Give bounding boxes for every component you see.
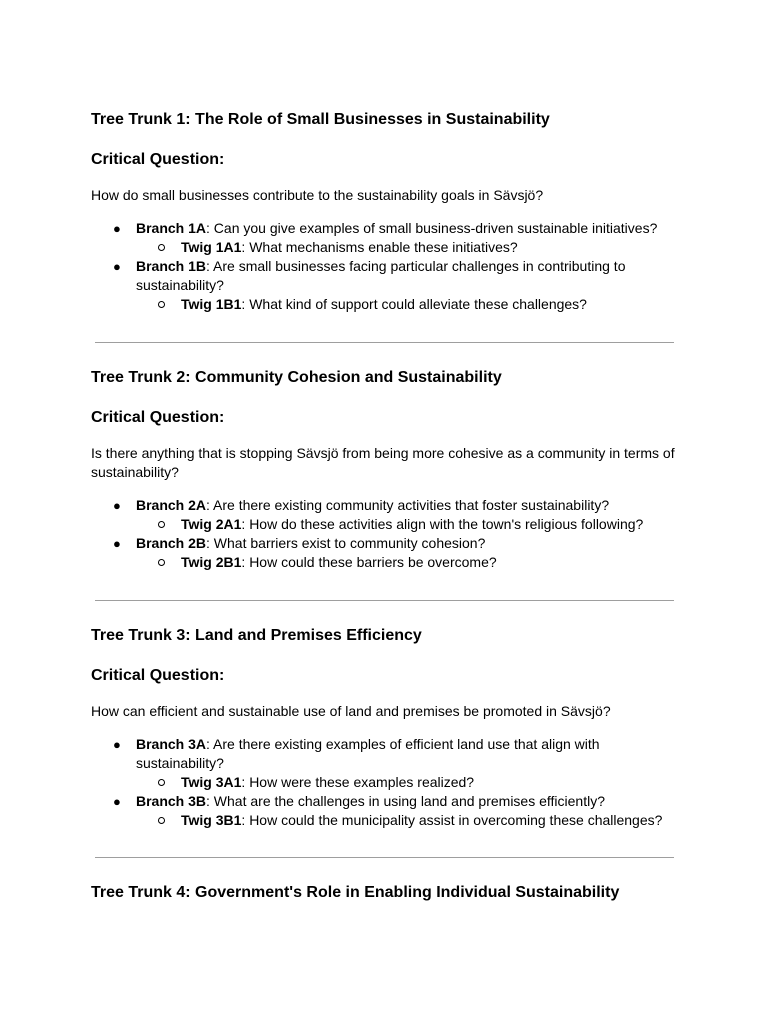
bullet-dot-icon: ●: [113, 498, 121, 513]
twig-item: [136, 295, 678, 314]
twig-label: Twig 3A1: [181, 774, 242, 790]
section-divider: [95, 857, 674, 858]
twig-text: : How do these activities align with the town's religious following?: [241, 516, 644, 532]
bullet-dot-icon: ●: [113, 221, 121, 236]
bullet-circle-icon: [158, 559, 165, 566]
twig-list: [136, 238, 678, 257]
trunk-title: Tree Trunk 4: Government's Role in Enabling Individual Sustainability: [91, 884, 620, 901]
branch-text: : Can you give examples of small business-driven sustainable initiatives?: [206, 220, 658, 236]
trunk-title: Tree Trunk 3: Land and Premises Efficiency: [91, 627, 422, 644]
twig-item: [136, 773, 678, 792]
bullet-circle-icon: [158, 779, 165, 786]
trunk-section-1: [91, 110, 678, 314]
trunk-section-2: [91, 368, 678, 572]
twig-label: Twig 2B1: [181, 554, 242, 570]
trunk-section-4: [91, 883, 678, 903]
twig-list: [136, 515, 678, 534]
branch-label: Branch 2A: [136, 497, 207, 513]
branch-label: Branch 1A: [136, 220, 207, 236]
twig-item: [136, 515, 678, 534]
section-divider: [95, 342, 674, 343]
bullet-circle-icon: [158, 301, 165, 308]
branch-text: : Are small businesses facing particular challenges in contributing to sustainability?: [136, 258, 626, 293]
branch-text: : Are there existing community activities that foster sustainability?: [206, 497, 610, 513]
twig-text: : What mechanisms enable these initiatives?: [241, 239, 518, 255]
twig-item: [136, 553, 678, 572]
twig-list: [136, 811, 678, 830]
branch-list: [91, 219, 678, 314]
critical-question-heading: Critical Question:: [91, 151, 225, 168]
bullet-dot-icon: ●: [113, 794, 121, 809]
trunk-section-3: [91, 626, 678, 830]
critical-question-text: How can efficient and sustainable use of land and premises be promoted in Sävsjö?: [91, 703, 611, 719]
twig-text: : How could these barriers be overcome?: [241, 554, 497, 570]
bullet-circle-icon: [158, 817, 165, 824]
twig-text: : What kind of support could alleviate these challenges?: [241, 296, 587, 312]
branch-item: [91, 735, 678, 792]
branch-label: Branch 3A: [136, 736, 207, 752]
branch-item: [91, 496, 678, 534]
section-divider: [95, 600, 674, 601]
bullet-dot-icon: ●: [113, 737, 121, 752]
branch-item: [91, 219, 678, 257]
critical-question-text: How do small businesses contribute to the sustainability goals in Sävsjö?: [91, 187, 544, 203]
twig-label: Twig 1B1: [181, 296, 242, 312]
twig-text: : How were these examples realized?: [241, 774, 475, 790]
twig-label: Twig 1A1: [181, 239, 242, 255]
twig-list: [136, 295, 678, 314]
twig-item: [136, 238, 678, 257]
bullet-dot-icon: ●: [113, 259, 121, 274]
critical-question-text: Is there anything that is stopping Sävsjö from being more cohesive as a community in terms of sustainability?: [91, 445, 675, 480]
branch-item: [91, 792, 678, 830]
branch-item: [91, 257, 678, 314]
trunk-title: Tree Trunk 1: The Role of Small Businesses in Sustainability: [91, 111, 550, 128]
branch-label: Branch 3B: [136, 793, 207, 809]
branch-list: [91, 735, 678, 830]
critical-question-heading: Critical Question:: [91, 667, 225, 684]
twig-text: : How could the municipality assist in overcoming these challenges?: [241, 812, 663, 828]
branch-list: [91, 496, 678, 572]
bullet-circle-icon: [158, 244, 165, 251]
branch-label: Branch 2B: [136, 535, 207, 551]
branch-text: : Are there existing examples of efficient land use that align with sustainability?: [136, 736, 600, 771]
bullet-circle-icon: [158, 521, 165, 528]
twig-label: Twig 2A1: [181, 516, 242, 532]
bullet-dot-icon: ●: [113, 536, 121, 551]
branch-item: [91, 534, 678, 572]
twig-list: [136, 773, 678, 792]
twig-item: [136, 811, 678, 830]
twig-list: [136, 553, 678, 572]
critical-question-heading: Critical Question:: [91, 409, 225, 426]
twig-label: Twig 3B1: [181, 812, 242, 828]
branch-text: : What barriers exist to community cohesion?: [206, 535, 486, 551]
branch-label: Branch 1B: [136, 258, 207, 274]
trunk-title: Tree Trunk 2: Community Cohesion and Sustainability: [91, 369, 502, 386]
branch-text: : What are the challenges in using land and premises efficiently?: [206, 793, 606, 809]
